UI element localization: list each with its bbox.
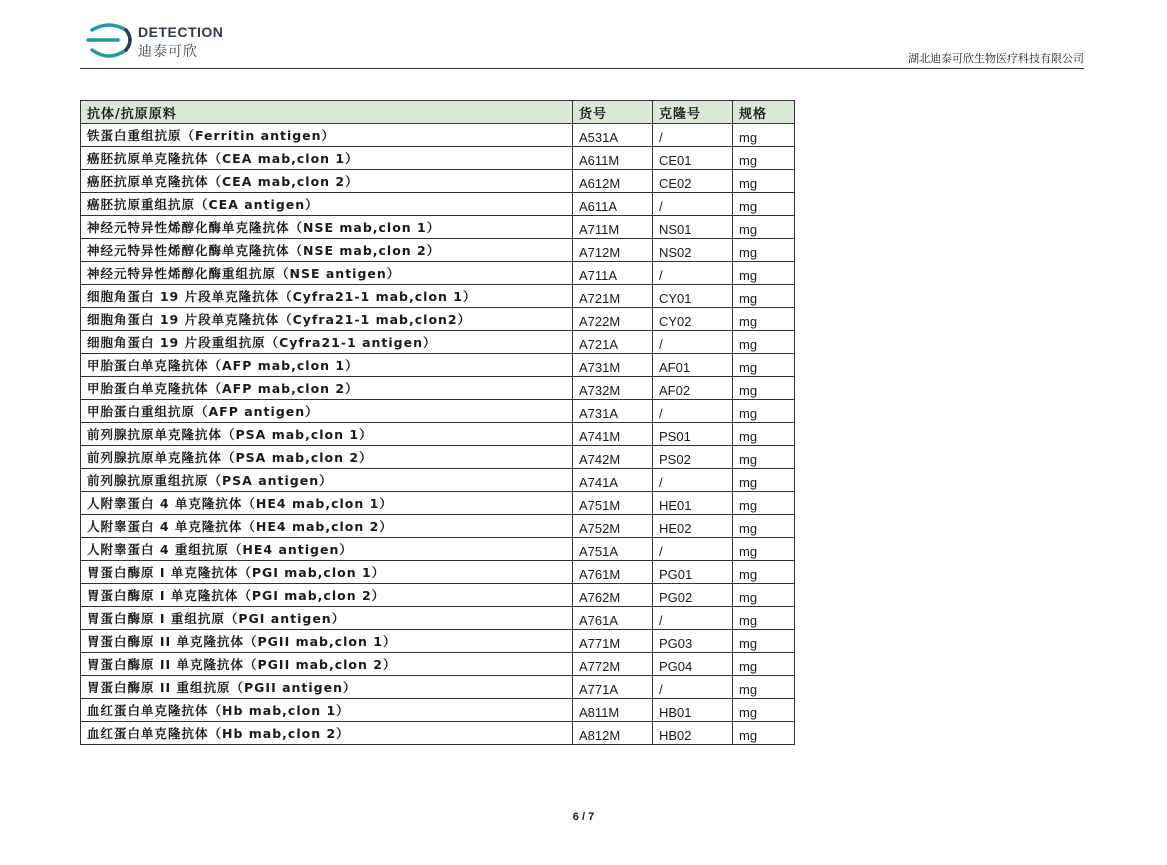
cell-clone-number: / [653,538,733,561]
cell-material-name: 胃蛋白酶原 II 重组抗原（PGII antigen） [81,676,573,699]
cell-clone-number: AF02 [653,377,733,400]
cell-product-code: A721M [573,285,653,308]
table-row [81,239,795,262]
table-row [81,400,795,423]
cell-clone-number: / [653,331,733,354]
cell-material-name: 癌胚抗原单克隆抗体（CEA mab,clon 1） [81,147,573,170]
cell-spec: mg [733,170,795,193]
cell-product-code: A711A [573,262,653,285]
cell-product-code: A761M [573,561,653,584]
table-row [81,584,795,607]
table-row [81,216,795,239]
cell-material-name: 甲胎蛋白单克隆抗体（AFP mab,clon 2） [81,377,573,400]
cell-clone-number: CY01 [653,285,733,308]
cell-material-name: 癌胚抗原重组抗原（CEA antigen） [81,193,573,216]
cell-product-code: A752M [573,515,653,538]
table-row [81,492,795,515]
cell-clone-number: PS01 [653,423,733,446]
table-row [81,377,795,400]
cell-material-name: 前列腺抗原重组抗原（PSA antigen） [81,469,573,492]
cell-material-name: 细胞角蛋白 19 片段重组抗原（Cyfra21-1 antigen） [81,331,573,354]
cell-spec: mg [733,400,795,423]
cell-spec: mg [733,239,795,262]
cell-material-name: 胃蛋白酶原 I 单克隆抗体（PGI mab,clon 2） [81,584,573,607]
table-row [81,331,795,354]
cell-clone-number: PS02 [653,446,733,469]
table-row [81,538,795,561]
cell-product-code: A772M [573,653,653,676]
cell-clone-number: HE01 [653,492,733,515]
cell-product-code: A721A [573,331,653,354]
table-row [81,469,795,492]
cell-material-name: 人附睾蛋白 4 重组抗原（HE4 antigen） [81,538,573,561]
cell-spec: mg [733,607,795,630]
brand-name-en: DETECTION [138,24,224,40]
cell-product-code: A732M [573,377,653,400]
cell-spec: mg [733,423,795,446]
cell-material-name: 神经元特异性烯醇化酶单克隆抗体（NSE mab,clon 1） [81,216,573,239]
cell-material-name: 血红蛋白单克隆抗体（Hb mab,clon 2） [81,722,573,745]
cell-spec: mg [733,308,795,331]
table-header-row [81,101,795,124]
cell-product-code: A751M [573,492,653,515]
cell-clone-number: / [653,193,733,216]
cell-spec: mg [733,699,795,722]
cell-spec: mg [733,584,795,607]
cell-spec: mg [733,331,795,354]
cell-material-name: 甲胎蛋白单克隆抗体（AFP mab,clon 1） [81,354,573,377]
cell-spec: mg [733,492,795,515]
cell-product-code: A611A [573,193,653,216]
cell-material-name: 胃蛋白酶原 I 单克隆抗体（PGI mab,clon 1） [81,561,573,584]
table-row [81,630,795,653]
table-row [81,676,795,699]
cell-material-name: 癌胚抗原单克隆抗体（CEA mab,clon 2） [81,170,573,193]
cell-product-code: A771A [573,676,653,699]
cell-spec: mg [733,561,795,584]
cell-product-code: A711M [573,216,653,239]
cell-product-code: A761A [573,607,653,630]
table-row [81,446,795,469]
cell-clone-number: / [653,262,733,285]
cell-product-code: A712M [573,239,653,262]
cell-spec: mg [733,630,795,653]
cell-clone-number: HB02 [653,722,733,745]
table-row [81,308,795,331]
company-name: 湖北迪泰可欣生物医疗科技有限公司 [908,52,1084,65]
cell-spec: mg [733,676,795,699]
cell-clone-number: PG03 [653,630,733,653]
cell-spec: mg [733,262,795,285]
cell-material-name: 铁蛋白重组抗原（Ferritin antigen） [81,124,573,147]
cell-clone-number: PG01 [653,561,733,584]
cell-clone-number: / [653,607,733,630]
cell-spec: mg [733,653,795,676]
column-header-spec: 规格 [733,101,795,124]
brand-name-cn: 迪泰可欣 [138,44,198,60]
column-header-clone: 克隆号 [653,101,733,124]
cell-product-code: A741M [573,423,653,446]
table-row [81,354,795,377]
table-row [81,423,795,446]
cell-clone-number: CE01 [653,147,733,170]
cell-material-name: 人附睾蛋白 4 单克隆抗体（HE4 mab,clon 2） [81,515,573,538]
cell-product-code: A812M [573,722,653,745]
table-row [81,170,795,193]
cell-product-code: A741A [573,469,653,492]
table-row [81,193,795,216]
cell-spec: mg [733,193,795,216]
cell-spec: mg [733,216,795,239]
table-body [81,124,795,745]
cell-material-name: 胃蛋白酶原 II 单克隆抗体（PGII mab,clon 1） [81,630,573,653]
cell-material-name: 前列腺抗原单克隆抗体（PSA mab,clon 1） [81,423,573,446]
table-row [81,699,795,722]
column-header-code: 货号 [573,101,653,124]
detection-logo-icon [84,20,134,64]
cell-spec: mg [733,147,795,170]
cell-spec: mg [733,515,795,538]
cell-spec: mg [733,285,795,308]
table-row [81,561,795,584]
cell-clone-number: NS02 [653,239,733,262]
cell-clone-number: / [653,469,733,492]
cell-clone-number: / [653,124,733,147]
cell-clone-number: HB01 [653,699,733,722]
table-row [81,124,795,147]
cell-clone-number: PG02 [653,584,733,607]
cell-material-name: 胃蛋白酶原 II 单克隆抗体（PGII mab,clon 2） [81,653,573,676]
table-row [81,515,795,538]
cell-product-code: A762M [573,584,653,607]
page-number: 6 / 7 [572,811,595,823]
cell-clone-number: CE02 [653,170,733,193]
cell-product-code: A612M [573,170,653,193]
table-row [81,722,795,745]
column-header-material: 抗体/抗原原料 [81,101,573,124]
table-row [81,147,795,170]
cell-product-code: A611M [573,147,653,170]
cell-product-code: A722M [573,308,653,331]
cell-product-code: A742M [573,446,653,469]
cell-spec: mg [733,722,795,745]
cell-clone-number: HE02 [653,515,733,538]
cell-clone-number: CY02 [653,308,733,331]
cell-product-code: A731M [573,354,653,377]
cell-material-name: 胃蛋白酶原 I 重组抗原（PGI antigen） [81,607,573,630]
cell-product-code: A531A [573,124,653,147]
cell-material-name: 血红蛋白单克隆抗体（Hb mab,clon 1） [81,699,573,722]
cell-material-name: 甲胎蛋白重组抗原（AFP antigen） [81,400,573,423]
cell-material-name: 人附睾蛋白 4 单克隆抗体（HE4 mab,clon 1） [81,492,573,515]
cell-material-name: 细胞角蛋白 19 片段单克隆抗体（Cyfra21-1 mab,clon2） [81,308,573,331]
cell-spec: mg [733,446,795,469]
cell-spec: mg [733,354,795,377]
cell-material-name: 细胞角蛋白 19 片段单克隆抗体（Cyfra21-1 mab,clon 1） [81,285,573,308]
cell-spec: mg [733,469,795,492]
cell-product-code: A731A [573,400,653,423]
table-row [81,607,795,630]
cell-clone-number: NS01 [653,216,733,239]
page-header [80,18,1084,69]
cell-material-name: 神经元特异性烯醇化酶重组抗原（NSE antigen） [81,262,573,285]
cell-material-name: 神经元特异性烯醇化酶单克隆抗体（NSE mab,clon 2） [81,239,573,262]
cell-clone-number: PG04 [653,653,733,676]
cell-clone-number: AF01 [653,354,733,377]
cell-product-code: A811M [573,699,653,722]
cell-material-name: 前列腺抗原单克隆抗体（PSA mab,clon 2） [81,446,573,469]
cell-clone-number: / [653,676,733,699]
cell-product-code: A751A [573,538,653,561]
table-row [81,653,795,676]
cell-spec: mg [733,124,795,147]
cell-clone-number: / [653,400,733,423]
table-row [81,285,795,308]
cell-product-code: A771M [573,630,653,653]
cell-spec: mg [733,377,795,400]
cell-spec: mg [733,538,795,561]
product-table [80,100,795,745]
table-row [81,262,795,285]
